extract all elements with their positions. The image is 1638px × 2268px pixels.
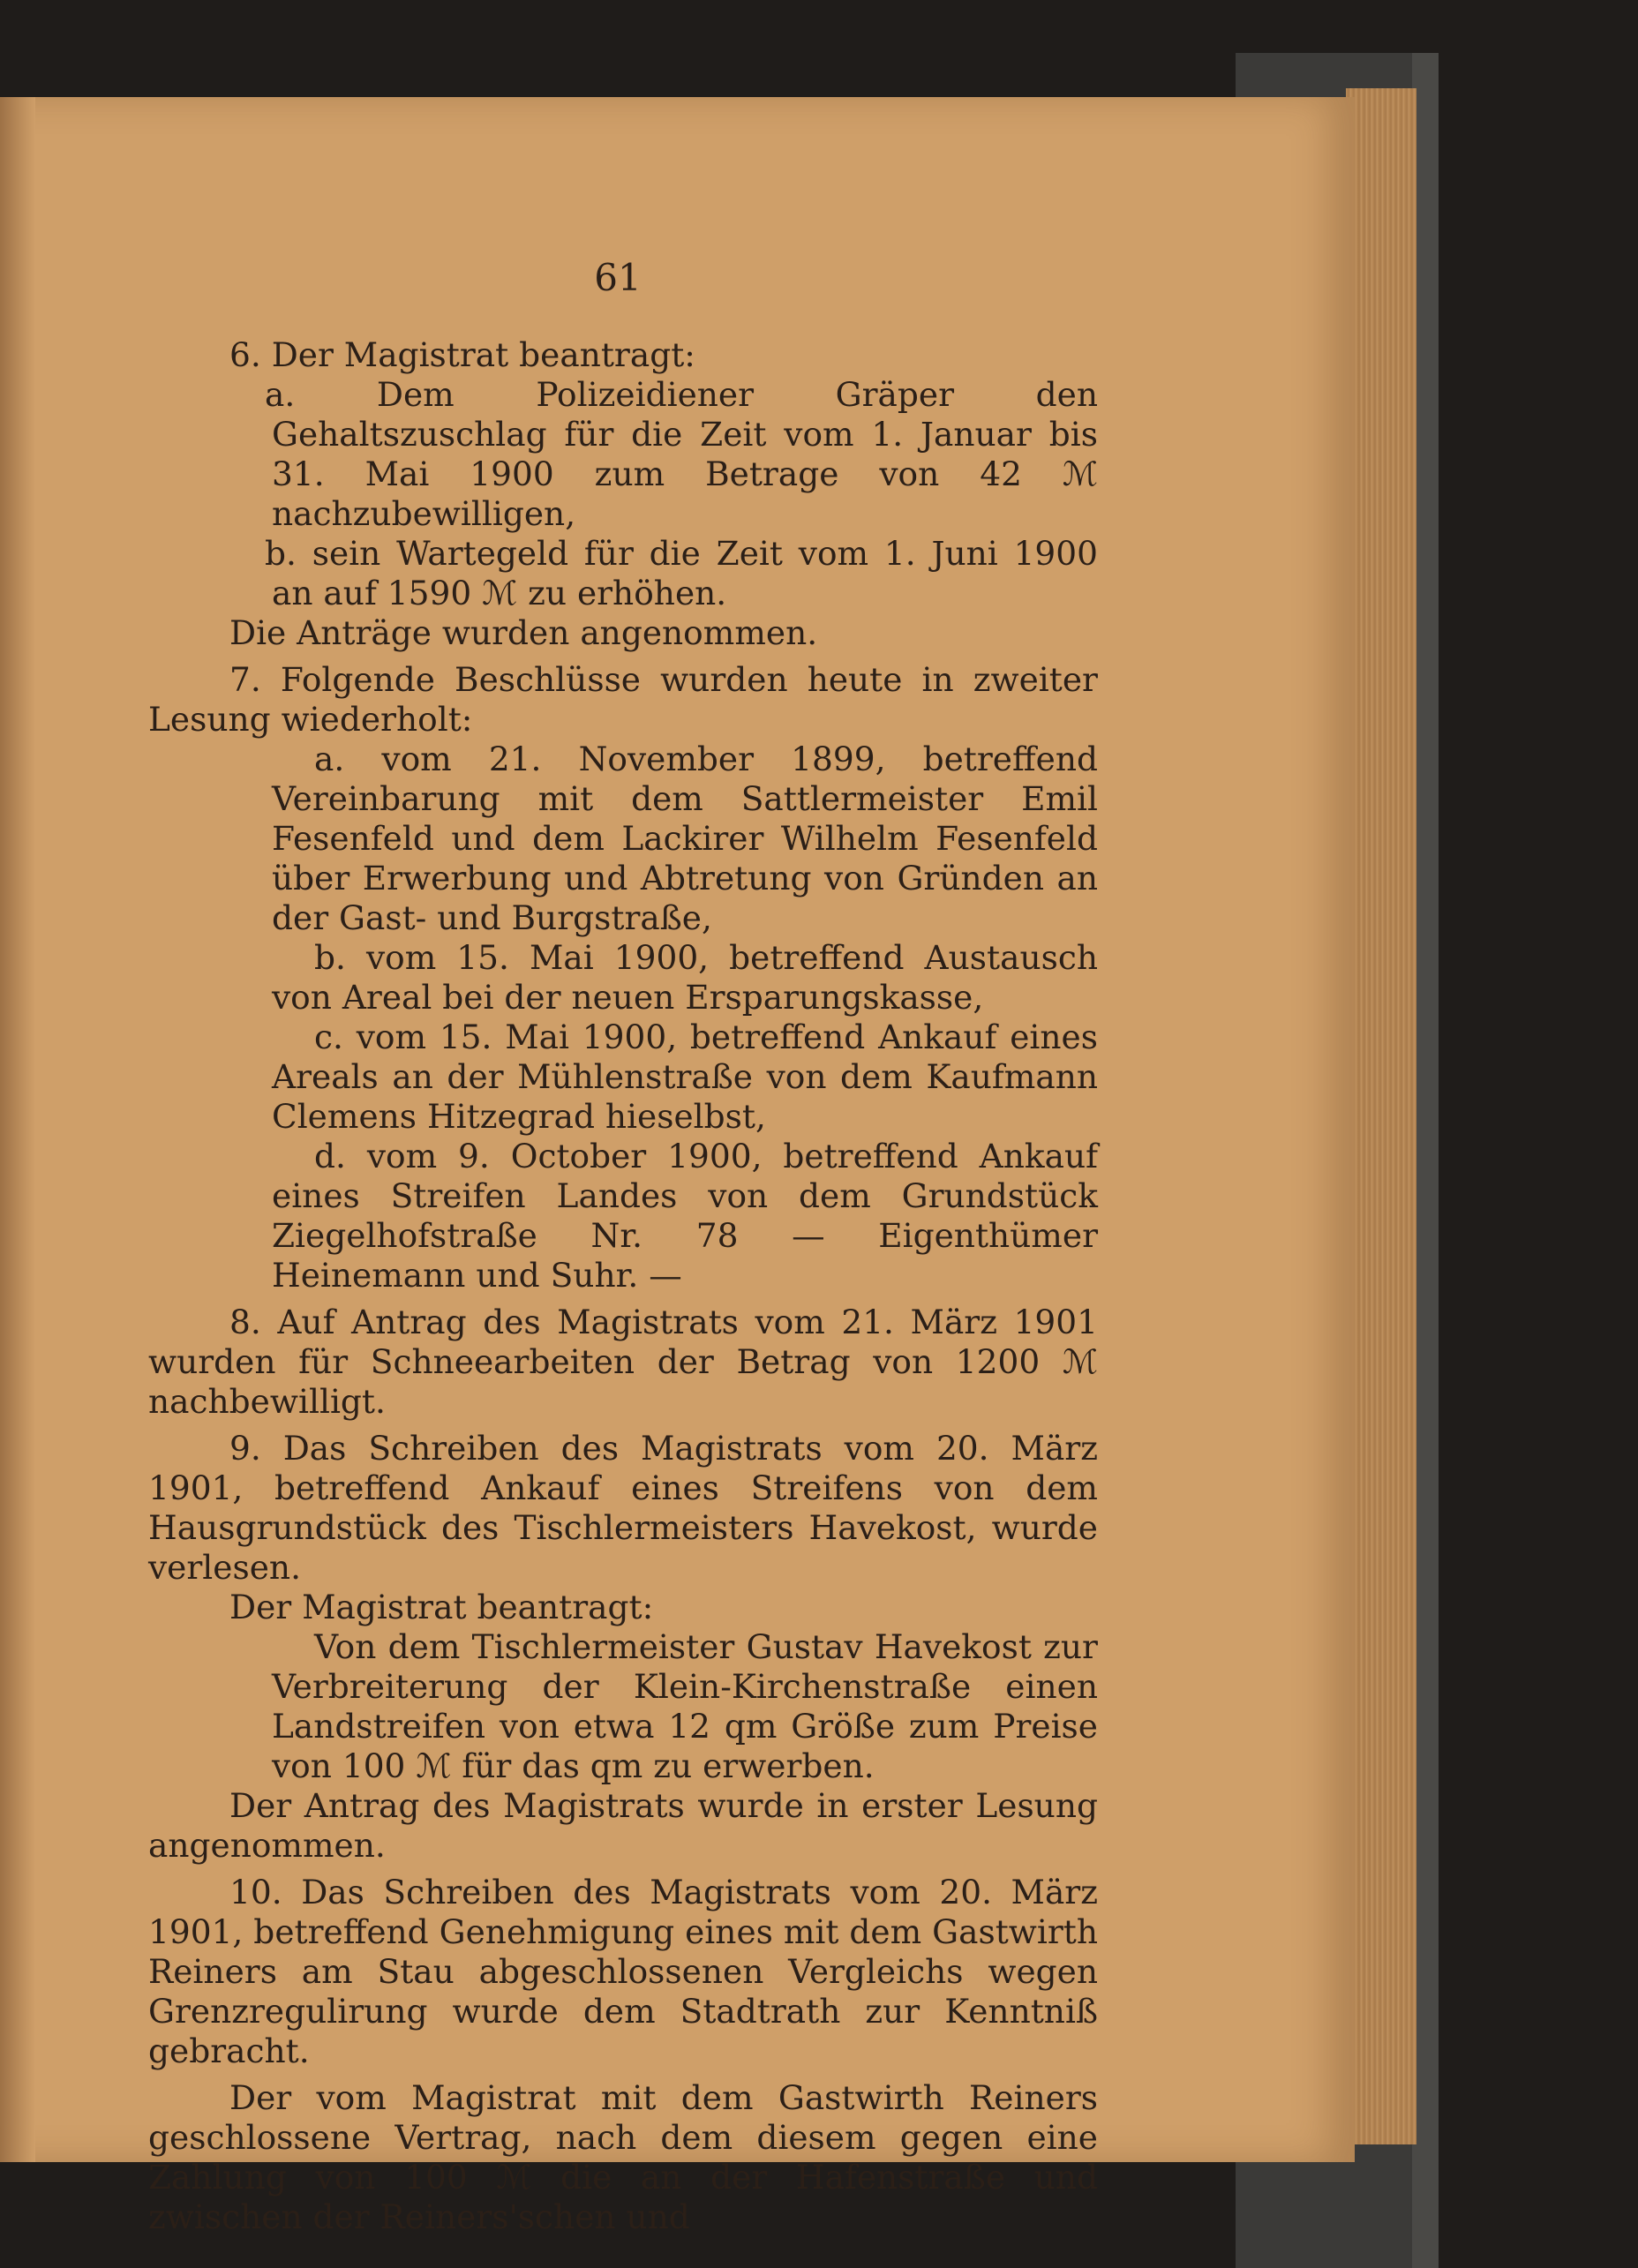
paragraph-7a: a. vom 21. November 1899, betreffend Vereinbarung mit dem Sattlermeister Emil Fesenfeld und dem Lackirer Wilhelm Fesenfeld über Erwerbung und Abtretung von Gründen an der Gast- und Burgstraße, bbox=[272, 740, 1098, 937]
paragraph-7: 7. Folgende Beschlüsse wurden heute in zweiter Lesung wiederholt: bbox=[148, 660, 1098, 739]
page-edges bbox=[1346, 88, 1416, 2144]
paragraph-6: 6. Der Magistrat beantragt: bbox=[229, 335, 695, 374]
page-gutter bbox=[0, 97, 35, 2162]
paragraph-6a: a. Dem Polizeidiener Gräper den Gehaltszuschlag für die Zeit vom 1. Januar bis 31. Mai 1900 zum Betrage von 42 ℳ nachzubewilligen, bbox=[265, 375, 1098, 533]
paragraph-7d: d. vom 9. October 1900, betreffend Ankauf eines Streifen Landes von dem Grundstück Ziegelhofstraße Nr. 78 — Eigenthümer Heinemann und Suhr. — bbox=[272, 1137, 1098, 1295]
paragraph-11: Der vom Magistrat mit dem Gastwirth Reiners geschlossene Vertrag, nach dem diesem gegen eine Zahlung von 100 ℳ die an der Hafenstraße und zwischen der Reiners'schen und bbox=[148, 2078, 1098, 2236]
paragraph-10: 10. Das Schreiben des Magistrats vom 20. März 1901, betreffend Genehmigung eines mit dem Gastwirth Reiners am Stau abgeschlossenen Vergleichs wegen Grenzregulirung wurde dem Stadtrath zur Kenntniß gebracht. bbox=[148, 1873, 1098, 2070]
page-number: 61 bbox=[594, 256, 642, 299]
paragraph-9a: Der Magistrat beantragt: bbox=[229, 1588, 654, 1626]
paragraph-6b: b. sein Wartegeld für die Zeit vom 1. Juni 1900 an auf 1590 ℳ zu erhöhen. bbox=[265, 534, 1098, 612]
paragraph-9: 9. Das Schreiben des Magistrats vom 20. März 1901, betreffend Ankauf eines Streifens von dem Hausgrundstück des Tischlermeisters Havekost, wurde verlesen. bbox=[148, 1429, 1098, 1587]
paragraph-9c: Der Antrag des Magistrats wurde in erster Lesung angenommen. bbox=[148, 1786, 1098, 1865]
paragraph-7c: c. vom 15. Mai 1900, betreffend Ankauf eines Areals an der Mühlenstraße von dem Kaufmann Clemens Hitzegrad hieselbst, bbox=[272, 1018, 1098, 1136]
paragraph-7b: b. vom 15. Mai 1900, betreffend Austausch von Areal bei der neuen Ersparungskasse, bbox=[272, 938, 1098, 1017]
paragraph-9b: Von dem Tischlermeister Gustav Havekost zur Verbreiterung der Klein-Kirchenstraße einen Landstreifen von etwa 12 qm Größe zum Preise von 100 ℳ für das qm zu erwerben. bbox=[272, 1627, 1098, 1785]
paragraph-6c: Die Anträge wurden angenommen. bbox=[229, 613, 818, 652]
paragraph-8: 8. Auf Antrag des Magistrats vom 21. März 1901 wurden für Schneearbeiten der Betrag von 1200 ℳ nachbewilligt. bbox=[148, 1303, 1098, 1421]
page-body bbox=[148, 335, 1098, 2237]
